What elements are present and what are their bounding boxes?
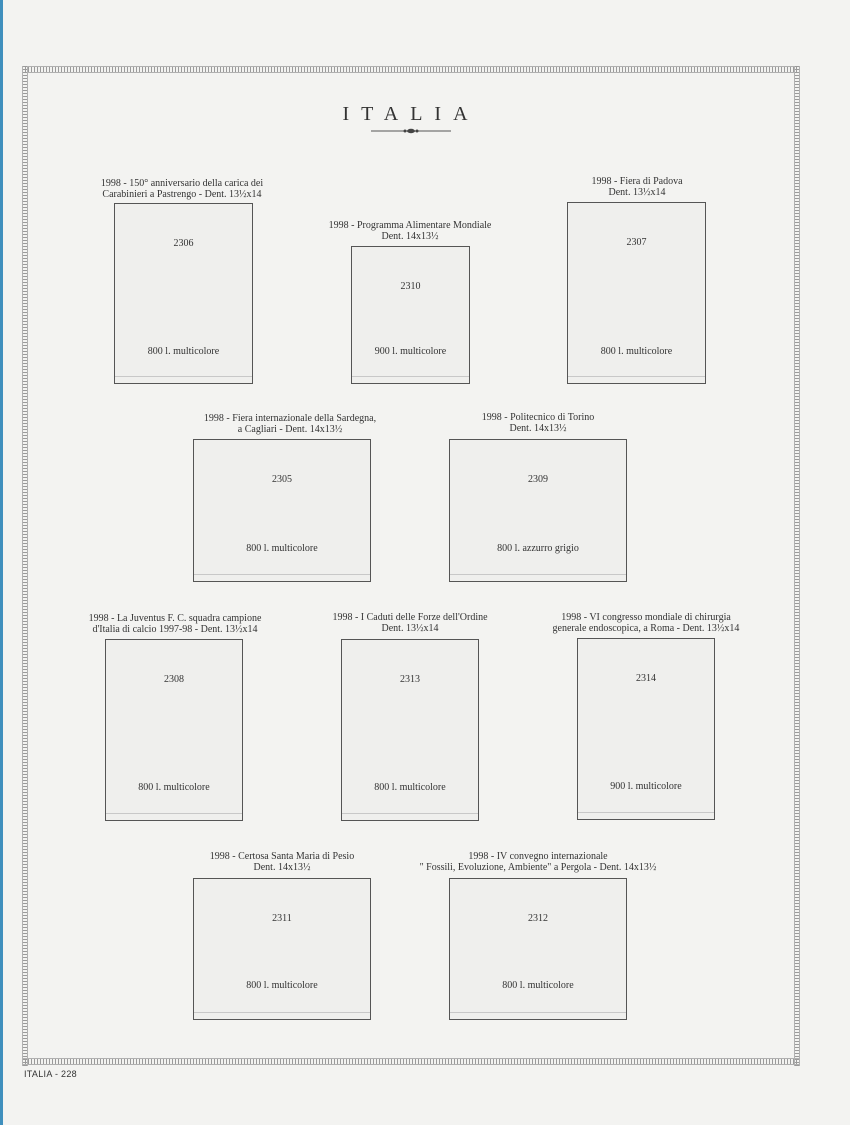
stamp-number: 2312 (528, 913, 548, 924)
stamp-number: 2305 (272, 474, 292, 485)
bottom-border (22, 1058, 800, 1065)
stamp-slot (577, 638, 715, 820)
slot-line (194, 574, 370, 575)
stamp-slot (351, 246, 470, 384)
stamp-slot (193, 878, 371, 1020)
slot-line (450, 574, 626, 575)
stamp-number: 2308 (164, 674, 184, 685)
stamp-value: 900 l. multicolore (610, 781, 682, 792)
slot-line (106, 813, 242, 814)
stamp-slot (567, 202, 706, 384)
stamp-value: 800 l. multicolore (138, 782, 210, 793)
ornament-divider (371, 126, 451, 136)
stamp-caption: 1998 - La Juventus F. C. squadra campione d'Italia di calcio 1997-98 - Dent. 13½x14 (88, 613, 262, 635)
left-border (22, 66, 28, 1066)
stamp-value: 800 l. azzurro grigio (497, 543, 579, 554)
stamp-caption: 1998 - Certosa Santa Maria di Pesio Dent. 14x13½ (209, 851, 355, 873)
stamp-caption: 1998 - VI congresso mondiale di chirurgia generale endoscopica, a Roma - Dent. 13½x14 (552, 612, 740, 634)
slot-line (352, 376, 469, 377)
slot-line (342, 813, 478, 814)
stamp-number: 2306 (173, 238, 194, 249)
top-border (22, 66, 800, 73)
stamp-caption: 1998 - Fiera internazionale della Sardegna, a Cagliari - Dent. 14x13½ (203, 413, 377, 435)
stamp-value: 800 l. multicolore (246, 980, 318, 991)
stamp-value: 800 l. multicolore (502, 980, 574, 991)
stamp-slot (105, 639, 243, 821)
stamp-slot (341, 639, 479, 821)
stamp-number: 2307 (626, 237, 647, 248)
stamp-number: 2311 (272, 913, 292, 924)
page-title: ITALIA (342, 103, 480, 125)
stamp-caption: 1998 - Politecnico di Torino Dent. 14x13½ (481, 412, 595, 434)
stamp-value: 800 l. multicolore (147, 346, 220, 357)
stamp-slot (449, 439, 627, 582)
stamp-slot (114, 203, 253, 384)
stamp-caption: 1998 - Fiera di Padova Dent. 13½x14 (591, 176, 683, 198)
stamp-value: 900 l. multicolore (374, 346, 447, 357)
slot-line (568, 376, 705, 377)
stamp-caption: 1998 - I Caduti delle Forze dell'Ordine Dent. 13½x14 (332, 612, 488, 634)
slot-line (194, 1012, 370, 1013)
slot-line (115, 376, 252, 377)
stamp-number: 2310 (400, 281, 421, 292)
page-number-label: ITALIA - 228 (24, 1069, 77, 1079)
right-border (794, 66, 800, 1066)
stamp-number: 2313 (400, 674, 420, 685)
stamp-number: 2314 (636, 673, 656, 684)
stamp-value: 800 l. multicolore (374, 782, 446, 793)
stamp-caption: 1998 - IV convegno internazionale " Fossili, Evoluzione, Ambiente" a Pergola - Dent. 14x13½ (419, 851, 657, 873)
stamp-caption: 1998 - 150° anniversario della carica dei Carabinieri a Pastrengo - Dent. 13½x14 (100, 178, 264, 200)
stamp-value: 800 l. multicolore (600, 346, 673, 357)
page-edge (0, 0, 3, 1125)
stamp-slot (449, 878, 627, 1020)
stamp-slot (193, 439, 371, 582)
stamp-number: 2309 (528, 474, 548, 485)
slot-line (450, 1012, 626, 1013)
stamp-value: 800 l. multicolore (246, 543, 318, 554)
slot-line (578, 812, 714, 813)
stamp-caption: 1998 - Programma Alimentare Mondiale Dent. 14x13½ (328, 220, 492, 242)
